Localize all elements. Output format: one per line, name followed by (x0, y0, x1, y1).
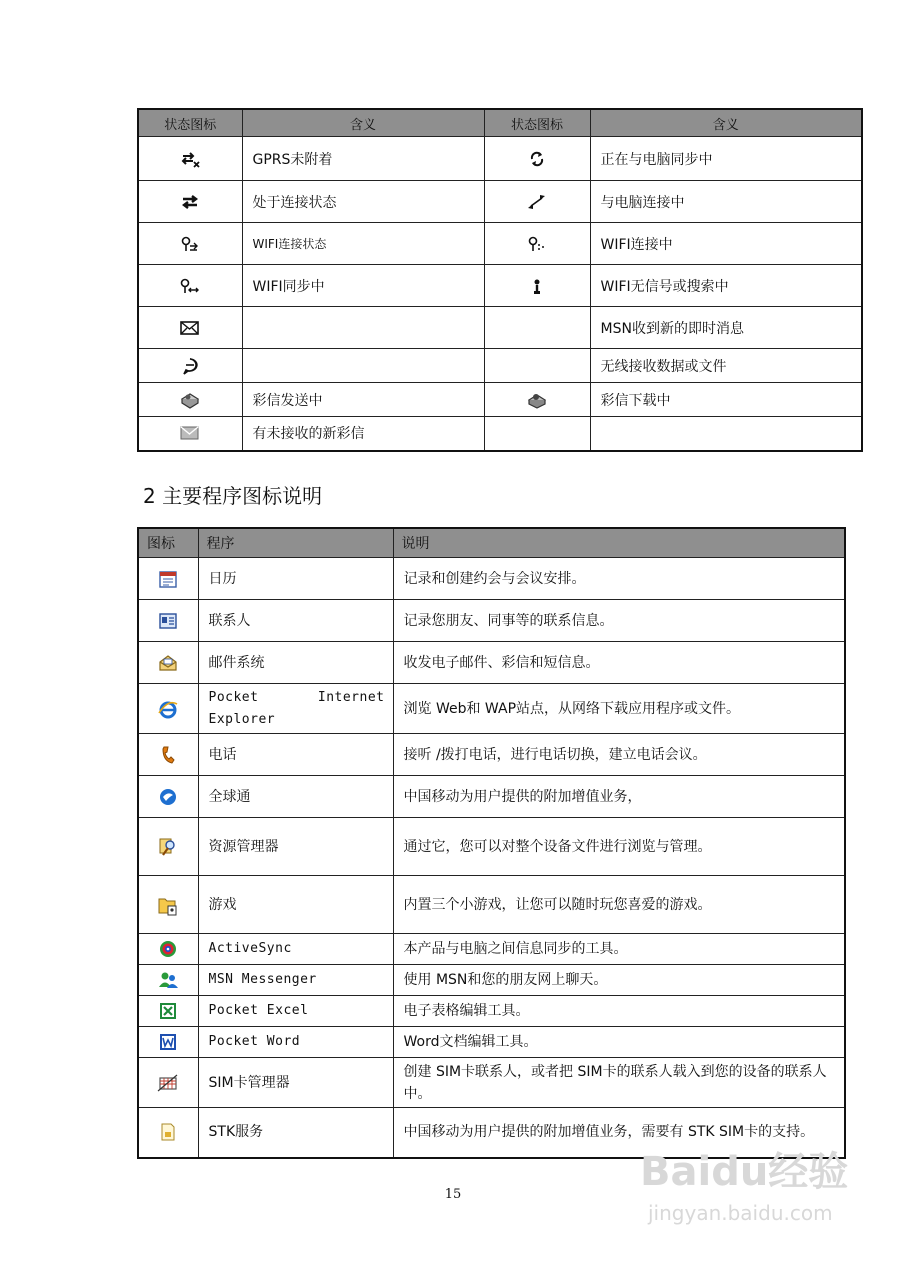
program-description: 内置三个小游戏，让您可以随时玩您喜爱的游戏。 (393, 876, 845, 934)
table-header-row (138, 109, 862, 137)
table-row (138, 642, 845, 684)
program-description: Word文档编辑工具。 (393, 1027, 845, 1058)
program-name: Pocket Excel (198, 996, 393, 1027)
program-icon-table (137, 527, 846, 1159)
globe-service-icon (158, 789, 178, 805)
games-icon (157, 897, 179, 913)
status-meaning: GPRS未附着 (242, 137, 484, 181)
program-name: 日历 (198, 558, 393, 600)
program-description: 电子表格编辑工具。 (393, 996, 845, 1027)
program-name: 游戏 (198, 876, 393, 934)
program-name: Pocket Word (198, 1027, 393, 1058)
program-name: 联系人 (198, 600, 393, 642)
table-row (138, 965, 845, 996)
table-row (138, 137, 862, 181)
table-row (138, 181, 862, 223)
status-meaning: 彩信下载中 (590, 383, 862, 417)
calendar-icon (159, 571, 177, 587)
status-icon-table (137, 108, 863, 452)
unread-mms-icon (180, 425, 200, 441)
status-meaning: 处于连接状态 (242, 181, 484, 223)
program-description: 通过它，您可以对整个设备文件进行浏览与管理。 (393, 818, 845, 876)
program-description: 接听 /拨打电话，进行电话切换，建立电话会议。 (393, 734, 845, 776)
contacts-icon (159, 613, 177, 629)
program-description: 中国移动为用户提供的附加增值业务， (393, 776, 845, 818)
header-status-icon: 状态图标 (484, 109, 590, 137)
gprs-detached-icon (180, 151, 200, 167)
status-meaning: 彩信发送中 (242, 383, 484, 417)
program-description: 创建 SIM卡联系人，或者把 SIM卡的联系人载入到您的设备的联系人中。 (393, 1058, 845, 1108)
phone-icon (160, 747, 176, 763)
excel-icon (159, 1003, 177, 1019)
program-name: ActiveSync (198, 934, 393, 965)
table-row (138, 600, 845, 642)
table-row (138, 818, 845, 876)
program-description: 本产品与电脑之间信息同步的工具。 (393, 934, 845, 965)
table-row (138, 996, 845, 1027)
mail-icon (158, 655, 178, 671)
header-description: 说明 (393, 528, 845, 558)
table-row (138, 383, 862, 417)
program-description: 浏览 Web和 WAP站点，从网络下载应用程序或文件。 (393, 684, 845, 734)
watermark-logo: Baidu经验 (640, 1149, 849, 1195)
table-row (138, 417, 862, 451)
syncing-icon (528, 151, 546, 167)
activesync-icon (158, 941, 178, 957)
table-row (138, 734, 845, 776)
header-meaning: 含义 (590, 109, 862, 137)
header-meaning: 含义 (242, 109, 484, 137)
wireless-receive-icon (181, 358, 199, 374)
table-header-row (138, 528, 845, 558)
table-row (138, 1027, 845, 1058)
program-name: 全球通 (198, 776, 393, 818)
pc-connecting-icon (527, 194, 547, 210)
wifi-connecting-icon (527, 236, 547, 252)
table-row (138, 349, 862, 383)
status-meaning: WIFI连接状态 (242, 223, 484, 265)
program-name: 资源管理器 (198, 818, 393, 876)
wifi-connected-icon (180, 236, 200, 252)
header-status-icon: 状态图标 (138, 109, 242, 137)
connected-icon (180, 194, 200, 210)
program-description: 记录和创建约会与会议安排。 (393, 558, 845, 600)
table-row (138, 876, 845, 934)
status-meaning: 有未接收的新彩信 (242, 417, 484, 451)
program-description: 记录您朋友、同事等的联系信息。 (393, 600, 845, 642)
header-program: 程序 (198, 528, 393, 558)
mms-sending-icon (179, 392, 201, 408)
program-description: 使用 MSN和您的朋友网上聊天。 (393, 965, 845, 996)
msn-messenger-icon (157, 972, 179, 988)
program-name: Pocket Internet Explorer (198, 684, 393, 734)
internet-explorer-icon (158, 701, 178, 717)
page-number: 15 (444, 1187, 462, 1202)
wifi-sync-icon (179, 278, 201, 294)
program-description: 收发电子邮件、彩信和短信息。 (393, 642, 845, 684)
status-meaning: 无线接收数据或文件 (590, 349, 862, 383)
word-icon (159, 1034, 177, 1050)
status-meaning: 正在与电脑同步中 (590, 137, 862, 181)
status-meaning: 与电脑连接中 (590, 181, 862, 223)
header-icon: 图标 (138, 528, 198, 558)
watermark (640, 1140, 870, 1225)
wifi-no-signal-icon (531, 278, 543, 294)
file-explorer-icon (158, 839, 178, 855)
table-row (138, 1058, 845, 1108)
program-description: 中国移动为用户提供的附加增值业务，需要有 STK SIM卡的支持。 (393, 1108, 845, 1158)
status-meaning: MSN收到新的即时消息 (590, 307, 862, 349)
table-row (138, 934, 845, 965)
section-title: 2 主要程序图标说明 (143, 484, 323, 508)
program-name: SIM卡管理器 (198, 1058, 393, 1108)
program-name: 邮件系统 (198, 642, 393, 684)
table-row (138, 307, 862, 349)
msn-message-icon (180, 320, 200, 336)
status-meaning: WIFI同步中 (242, 265, 484, 307)
stk-service-icon (160, 1124, 176, 1140)
program-name: MSN Messenger (198, 965, 393, 996)
status-meaning: WIFI连接中 (590, 223, 862, 265)
table-row (138, 684, 845, 734)
program-name: STK服务 (198, 1108, 393, 1158)
status-meaning: WIFI无信号或搜索中 (590, 265, 862, 307)
table-row (138, 265, 862, 307)
sim-manager-icon (157, 1075, 179, 1091)
mms-downloading-icon (526, 392, 548, 408)
table-row (138, 558, 845, 600)
table-row (138, 223, 862, 265)
table-row (138, 776, 845, 818)
watermark-url: jingyan.baidu.com (648, 1201, 833, 1225)
program-name: 电话 (198, 734, 393, 776)
